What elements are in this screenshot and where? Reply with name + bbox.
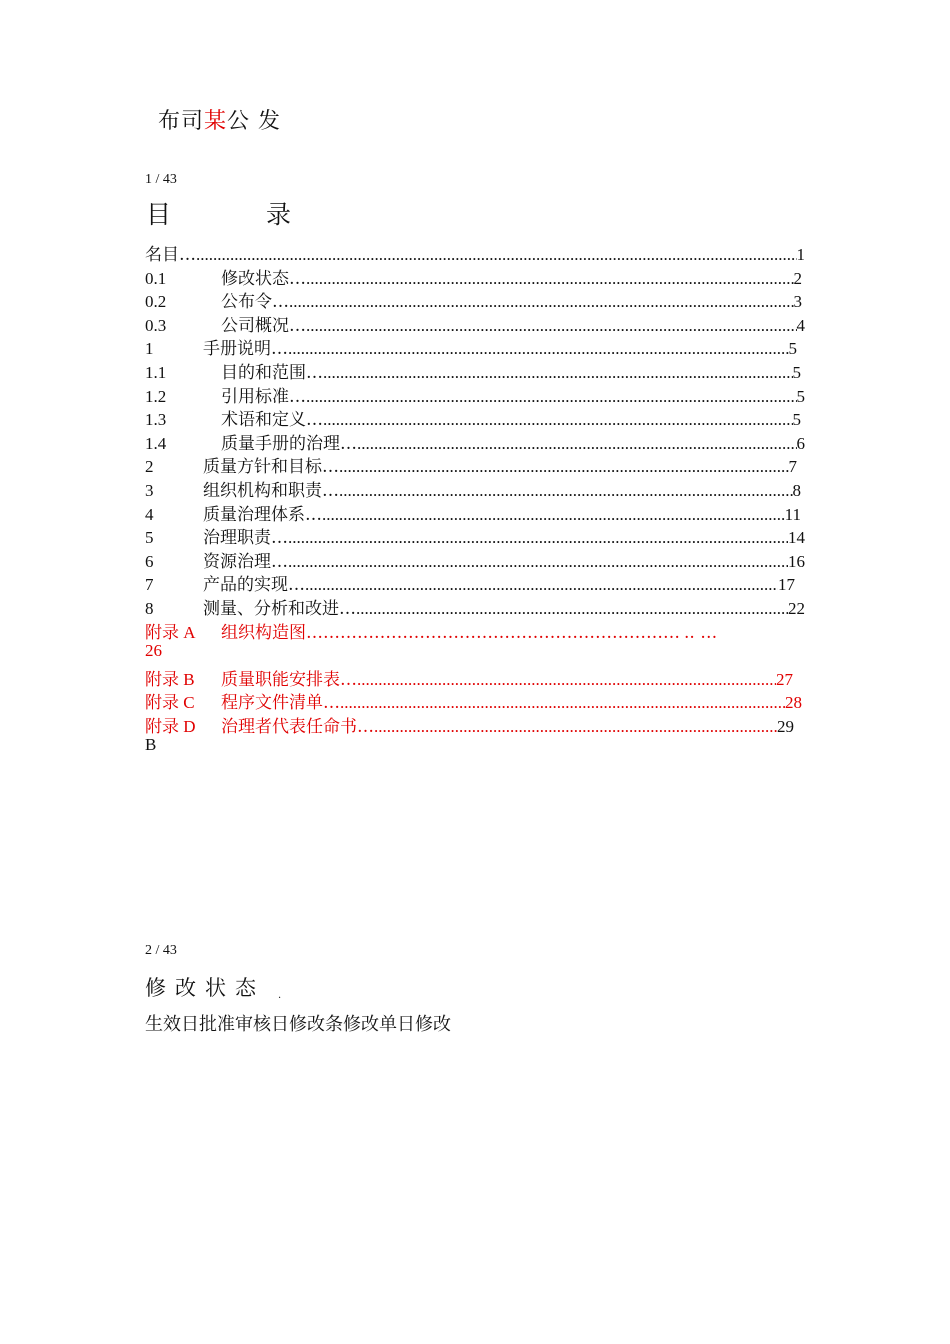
toc-entry-page: 1 — [796, 245, 805, 264]
toc-entry-title: … — [179, 245, 196, 265]
toc-entry-title: 质量手册的治理… — [221, 433, 357, 454]
toc-entry[interactable] — [145, 405, 801, 429]
toc-entry-number: 1 — [145, 339, 154, 359]
toc-entry-number: 2 — [145, 457, 154, 477]
toc-entry-title: 手册说明… — [203, 339, 288, 360]
toc-entry-number: 8 — [145, 598, 154, 618]
toc-leader — [374, 717, 777, 737]
toc-entry-number: 0.2 — [145, 292, 167, 312]
toc-entry-page: 5 — [796, 386, 805, 406]
revision-table-header: 生效日批准审核日修改条修改单日修改 — [145, 1014, 451, 1035]
toc-entry-title: 组织机构和职责… — [203, 480, 339, 501]
toc-entry[interactable] — [145, 287, 802, 311]
toc-leader — [305, 575, 778, 595]
toc-entry-number: 6 — [145, 551, 154, 571]
toc-entry-title: 治理职责… — [203, 528, 288, 549]
toc-entry[interactable] — [145, 264, 802, 288]
toc-entry-page: 22 — [788, 598, 805, 618]
toc-entry-number: 0.1 — [145, 268, 167, 288]
appendix-title: 组织构造图………………………………………………………… — [221, 622, 680, 643]
toc-entry[interactable] — [145, 594, 805, 618]
toc-entry-page: 11 — [784, 504, 801, 524]
appendix-tail: .. … — [684, 622, 718, 643]
toc-title-right: 录 — [266, 200, 292, 229]
toc-entry-page: 5 — [792, 410, 801, 430]
toc-entry[interactable] — [145, 500, 801, 524]
toc-entry-number: 1.4 — [145, 433, 167, 453]
toc-entry-page: 3 — [793, 292, 802, 312]
toc-entry-number: 7 — [145, 575, 154, 595]
appendix-label: 附录 D — [145, 716, 196, 736]
toc-leader — [288, 339, 789, 359]
document-header — [158, 104, 281, 135]
toc-entry-page: 14 — [788, 528, 805, 548]
toc-leader — [357, 434, 797, 454]
toc-entry[interactable] — [145, 523, 805, 547]
header-highlight: 某 — [204, 109, 228, 134]
toc-entry-title: 引用标准… — [221, 386, 306, 407]
toc-leader — [306, 387, 797, 407]
toc-leader — [288, 528, 788, 548]
toc-leader — [339, 457, 789, 477]
toc-leader — [356, 599, 788, 619]
toc-leader — [340, 693, 785, 713]
toc-entry-number: 0.3 — [145, 315, 167, 335]
appendix-label: 附录 C — [145, 693, 195, 713]
toc-entry-title: 目的和范围… — [221, 362, 323, 383]
appendix-entry-a[interactable] — [145, 618, 805, 642]
appendix-entry-d[interactable] — [145, 712, 794, 736]
toc-entry-page: 8 — [792, 480, 801, 500]
toc-entry[interactable] — [145, 311, 805, 335]
toc-entry-number: 4 — [145, 504, 154, 524]
toc-leader — [288, 552, 788, 572]
toc-title-left: 目 — [146, 200, 172, 229]
toc-entry-page: 5 — [788, 339, 797, 359]
toc-entry-page: 17 — [778, 575, 795, 595]
toc-entry-title: 术语和定义… — [221, 410, 323, 431]
toc-entry-title: 修改状态… — [221, 268, 306, 289]
appendix-page: 29 — [777, 716, 794, 736]
toc-entry-page: 16 — [788, 551, 805, 571]
toc-entry-number: 5 — [145, 528, 154, 548]
appendix-a-page: 26 — [145, 641, 162, 661]
toc-entry-page: 2 — [793, 268, 802, 288]
toc-entry-title: 质量治理体系… — [203, 504, 322, 525]
toc-entry-title: 公司概况… — [221, 315, 306, 336]
toc-entry[interactable] — [145, 382, 805, 406]
toc-entry[interactable] — [145, 452, 797, 476]
revision-status-title: 修改状态 — [145, 976, 265, 1000]
appendix-title: 程序文件清单… — [221, 693, 340, 714]
toc-entry-page: 7 — [788, 457, 797, 477]
toc-entry-title: 测量、分析和改进… — [203, 598, 356, 619]
appendix-page: 28 — [785, 693, 802, 713]
toc-title — [146, 195, 291, 231]
toc-entry-number: 名目 — [145, 245, 179, 265]
toc-entry-page: 6 — [796, 433, 805, 453]
toc-entry[interactable] — [145, 476, 801, 500]
toc-leader — [323, 363, 793, 383]
page-number-1: 1 / 43 — [145, 172, 177, 187]
toc-entry-number: 1.1 — [145, 362, 167, 382]
appendix-title: 质量职能安排表… — [221, 669, 357, 690]
header-text-1: 布司 — [158, 109, 205, 134]
toc-entry-number: 3 — [145, 480, 154, 500]
toc-entry-number: 1.3 — [145, 410, 167, 430]
toc-leader — [323, 410, 793, 430]
appendix-entry-c[interactable] — [145, 688, 802, 712]
toc-entry-page: 5 — [792, 362, 801, 382]
table-of-contents — [145, 240, 805, 759]
header-text-2: 公 发 — [227, 109, 282, 134]
toc-entry[interactable] — [145, 358, 801, 382]
trailing-letter: B — [145, 735, 157, 755]
toc-leader — [289, 292, 794, 312]
toc-entry-number: 1.2 — [145, 386, 167, 406]
toc-leader — [357, 670, 776, 690]
toc-entry[interactable] — [145, 429, 805, 453]
toc-entry-title: 质量方针和目标… — [203, 457, 339, 478]
toc-entry[interactable] — [145, 547, 805, 571]
appendix-title: 治理者代表任命书… — [221, 716, 374, 737]
toc-entry-title: 资源治理… — [203, 551, 288, 572]
stray-mark: . — [278, 990, 282, 1001]
toc-entry-page: 4 — [796, 315, 805, 335]
toc-leader — [196, 245, 797, 265]
appendix-label: 附录 B — [145, 669, 195, 689]
toc-leader — [339, 481, 793, 501]
appendix-entry-b[interactable] — [145, 665, 793, 689]
toc-leader — [306, 269, 794, 289]
toc-entry-title: 产品的实现… — [203, 575, 305, 596]
page-number-2: 2 / 43 — [145, 943, 177, 958]
appendix-page: 27 — [776, 669, 793, 689]
toc-leader — [306, 316, 797, 336]
toc-leader — [322, 505, 785, 525]
toc-entry[interactable] — [145, 570, 795, 594]
toc-entry-title: 公布令… — [221, 292, 289, 313]
appendix-label: 附录 A — [145, 622, 196, 642]
toc-entry[interactable] — [145, 334, 797, 358]
toc-entry[interactable] — [145, 240, 805, 264]
